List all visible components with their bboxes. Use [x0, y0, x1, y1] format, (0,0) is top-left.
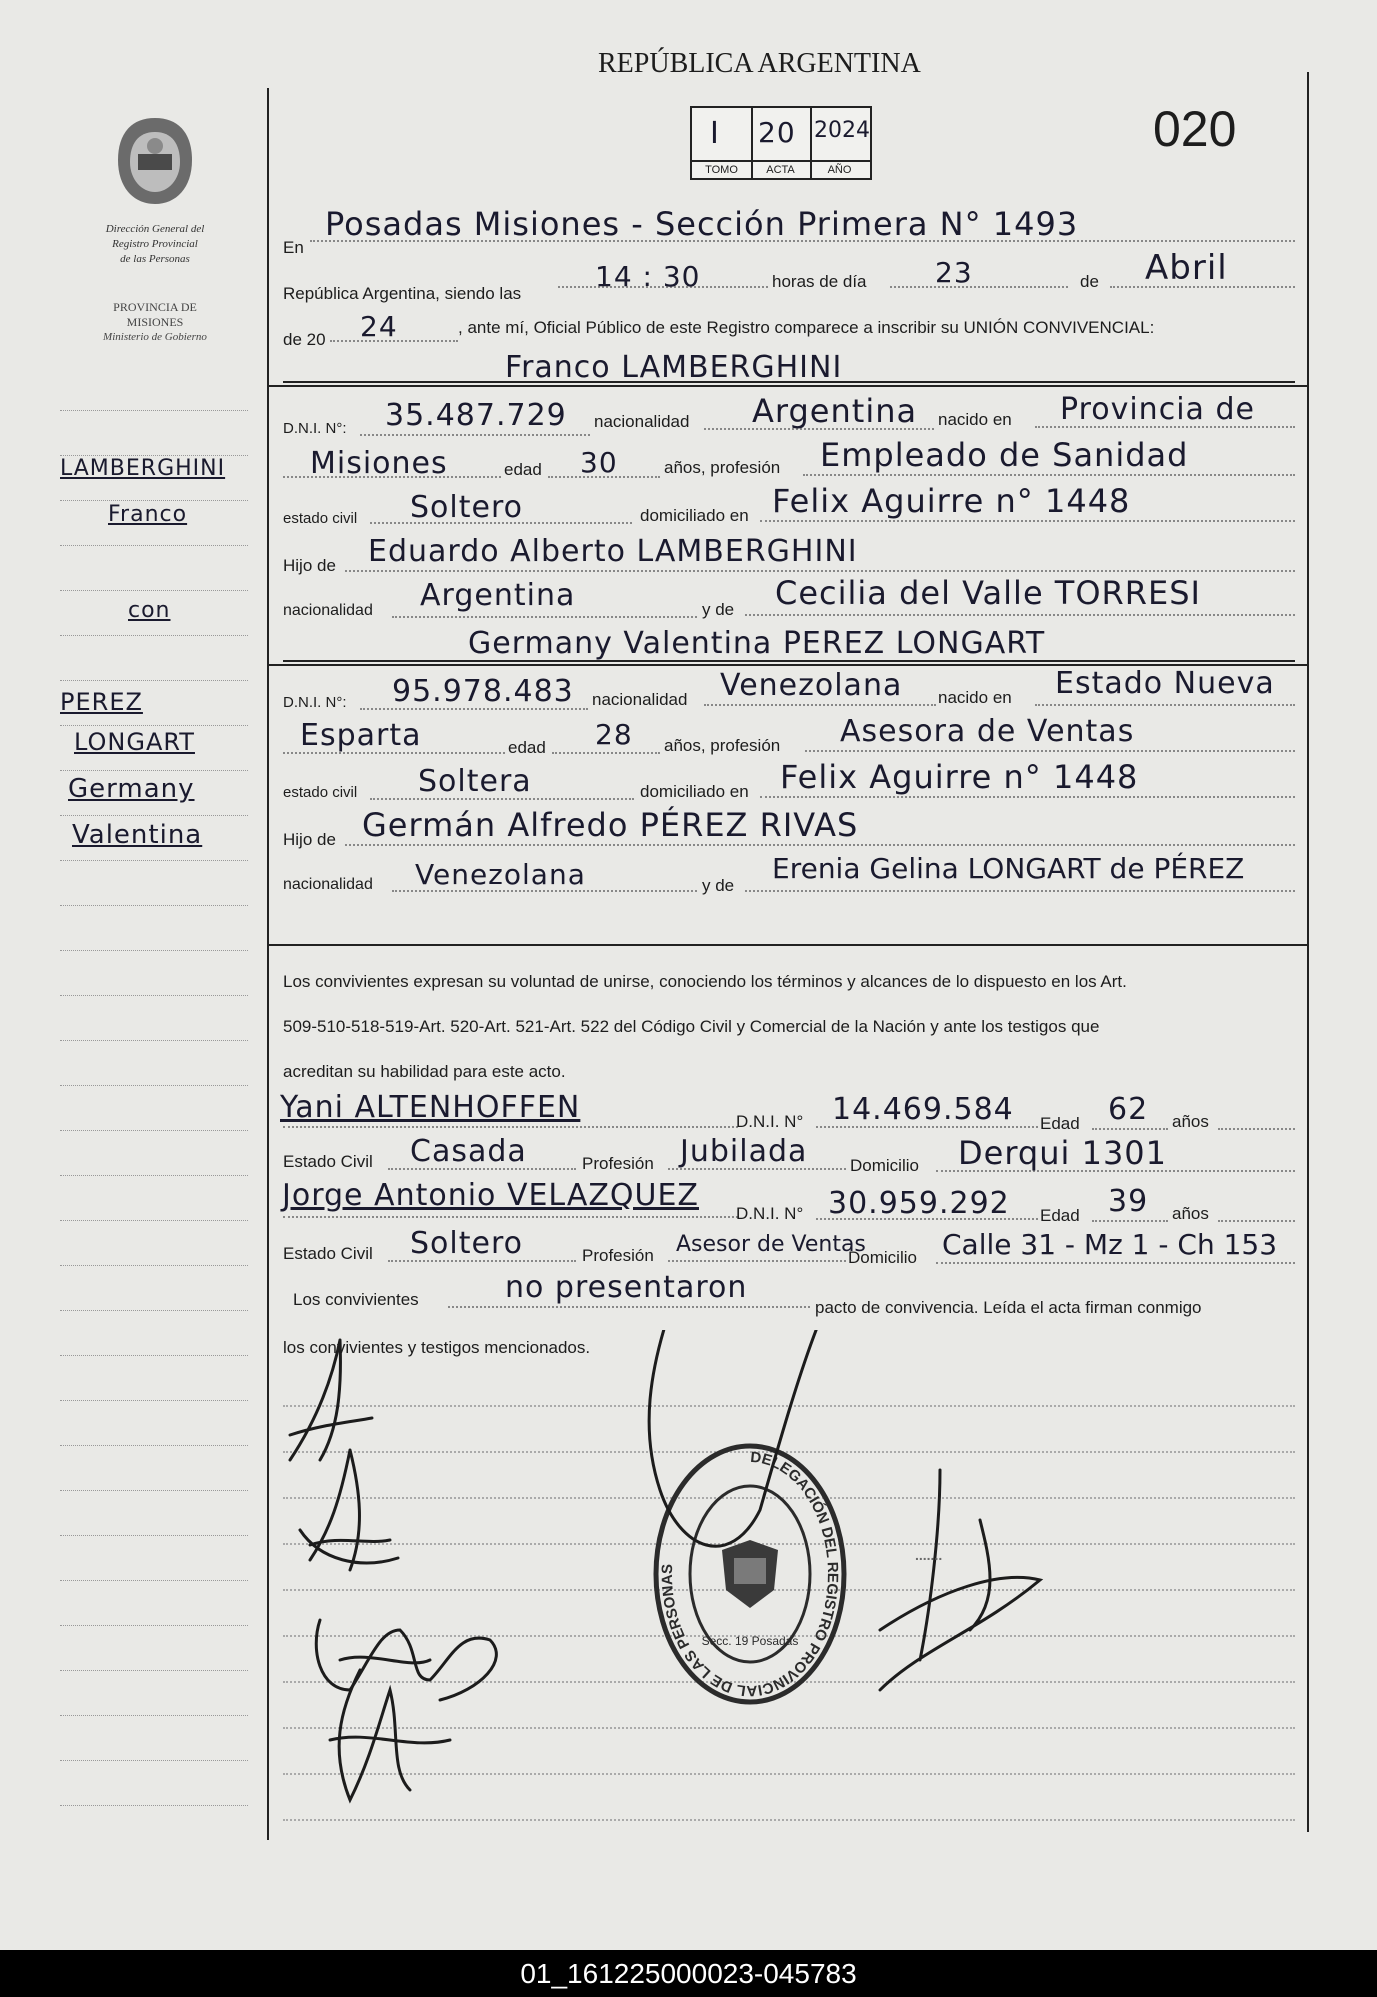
place-value: Posadas Misiones - Sección Primera N° 1493 [325, 205, 1079, 243]
w1-profesion: Jubilada [680, 1134, 808, 1169]
w2-dni-label: D.N.I. N° [736, 1204, 804, 1223]
w2-civil: Soltero [410, 1226, 523, 1261]
p2-civil-label: estado civil [283, 784, 358, 801]
time-value: 14 : 30 [595, 260, 701, 293]
closing-conv-label: Los convivientes [293, 1290, 419, 1309]
margin-dotted-line [60, 1400, 248, 1401]
tomo-label: TOMO [705, 164, 738, 176]
p2-nacionalidad: Venezolana [720, 668, 903, 703]
w1-anios-label: años [1172, 1112, 1209, 1131]
org-line2: Registro Provincial [112, 238, 198, 250]
p2-civil: Soltera [418, 764, 532, 799]
province-seal-icon [110, 110, 200, 210]
p2-dni: 95.978.483 [392, 674, 574, 709]
margin-dotted-line [60, 1040, 248, 1041]
margin-dotted-line [60, 1670, 248, 1671]
p1-dom-label: domiciliado en [640, 506, 749, 525]
p2-dni-label: D.N.I. N°: [283, 694, 347, 711]
year-suffix: 24 [360, 310, 398, 343]
right-border-line [1307, 72, 1309, 1832]
p1-nacido: Provincia de [1060, 392, 1255, 427]
p1-prof-label: años, profesión [664, 458, 781, 477]
stamp-ring-text: DELEGACIÓN DEL REGISTRO PROVINCIAL DE LAS PERSONAS [658, 1448, 842, 1700]
margin-dotted-line [60, 1715, 248, 1716]
sidebar-name-4: PEREZ [60, 688, 143, 716]
margin-dotted-line [60, 1805, 248, 1806]
sidebar-name-2: Franco [108, 502, 188, 527]
margin-dotted-line [60, 1760, 248, 1761]
w2-edad: 39 [1108, 1184, 1149, 1219]
w2-anios-label: años [1172, 1204, 1209, 1223]
siendo-label: República Argentina, siendo las [283, 284, 522, 303]
margin-dotted-line [60, 1355, 248, 1356]
p2-padre-nac-label: nacionalidad [283, 876, 373, 893]
p2-nacido-label: nacido en [938, 688, 1012, 707]
w2-name: Jorge Antonio VELAZQUEZ [282, 1178, 699, 1213]
margin-dotted-line [60, 1580, 248, 1581]
sidebar-name-3: con [128, 598, 171, 623]
signature-3 [316, 1620, 496, 1700]
p1-padre-nac-label: nacionalidad [283, 602, 373, 619]
p2-nacido: Estado Nueva [1055, 666, 1275, 701]
province-line2: MISIONES [126, 315, 184, 329]
signature-2 [300, 1450, 398, 1570]
w2-civil-label: Estado Civil [283, 1244, 373, 1263]
margin-dotted-line [60, 1535, 248, 1536]
margin-dotted-line [60, 1220, 248, 1221]
w1-civil-label: Estado Civil [283, 1152, 373, 1171]
w2-edad-label: Edad [1040, 1206, 1080, 1225]
person2-name: Germany Valentina PEREZ LONGART [468, 626, 1046, 661]
margin-dotted-line [60, 770, 248, 771]
p1-civil: Soltero [410, 490, 523, 525]
margin-dotted-line [60, 995, 248, 996]
margin-dotted-line [60, 1265, 248, 1266]
p2-prof-label: años, profesión [664, 736, 781, 755]
left-border-line [267, 88, 269, 1840]
margin-dotted-line [60, 905, 248, 906]
signatures [280, 1330, 1300, 1830]
p1-domicilio: Felix Aguirre n° 1448 [772, 482, 1131, 520]
province-line1: PROVINCIA DE [113, 300, 197, 314]
margin-dotted-line [60, 590, 248, 591]
horas-label: horas de día [772, 272, 867, 291]
anio-label: AÑO [827, 164, 852, 176]
ante-text: , ante mí, Oficial Público de este Registro comparece a inscribir su UNIÓN CONVIVENCIAL: [458, 318, 1155, 337]
p1-civil-label: estado civil [283, 510, 358, 527]
w1-edad-label: Edad [1040, 1114, 1080, 1133]
closing-pacto-text: pacto de convivencia. Leída el acta firman conmigo [815, 1298, 1202, 1317]
margin-dotted-line [60, 815, 248, 816]
margin-dotted-line [60, 1310, 248, 1311]
p1-nacido-label: nacido en [938, 410, 1012, 429]
margin-dotted-line [60, 680, 248, 681]
w2-domicilio: Calle 31 - Mz 1 - Ch 153 [942, 1228, 1278, 1261]
declaration-line2: 509-510-518-519-Art. 520-Art. 521-Art. 522 del Código Civil y Comercial de la Nación y ante los testigos que [283, 1017, 1100, 1036]
p2-profesion: Asesora de Ventas [840, 714, 1135, 749]
w1-civil: Casada [410, 1134, 527, 1169]
closing-conv-value: no presentaron [505, 1270, 748, 1305]
p2-padre: Germán Alfredo PÉREZ RIVAS [362, 806, 859, 844]
sidebar-name-7: Valentina [72, 820, 203, 850]
w1-dom-label: Domicilio [850, 1156, 919, 1175]
margin-dotted-line [60, 635, 248, 636]
p2-nacido2: Esparta [300, 718, 422, 753]
p1-nacionalidad: Argentina [752, 392, 918, 430]
org-line1: Dirección General del [105, 223, 205, 235]
p1-nac-label: nacionalidad [594, 412, 690, 431]
margin-dotted-line [60, 410, 248, 411]
w1-prof-label: Profesión [582, 1154, 654, 1173]
closing-line2: los convivientes y testigos mencionados. [283, 1338, 591, 1357]
p2-edad-label: edad [508, 738, 546, 757]
margin-dotted-line [60, 1130, 248, 1131]
w1-name: Yani ALTENHOFFEN [280, 1090, 581, 1125]
p2-domicilio: Felix Aguirre n° 1448 [780, 758, 1139, 796]
signature-6 [880, 1470, 1040, 1690]
org-line3: de las Personas [120, 253, 190, 265]
official-stamp-text: ....... [915, 1547, 943, 1563]
stamp-inner-text: Secc. 19 Posadas [701, 1634, 799, 1648]
sidebar-name-5: LONGART [74, 728, 195, 756]
p2-edad: 28 [595, 718, 633, 751]
en-label: En [283, 238, 304, 257]
p1-padre: Eduardo Alberto LAMBERGHINI [368, 534, 858, 569]
w2-dni: 30.959.292 [828, 1186, 1010, 1221]
acta-value: 20 [758, 116, 796, 149]
w1-dni: 14.469.584 [832, 1092, 1014, 1127]
w1-domicilio: Derqui 1301 [958, 1134, 1168, 1172]
ministry-line: Ministerio de Gobierno [103, 331, 207, 343]
month-value: Abril [1145, 248, 1228, 288]
margin-dotted-line [60, 500, 248, 501]
tomo-acta-anio-box [690, 106, 872, 180]
p2-padre-nac: Venezolana [415, 858, 586, 891]
margin-dotted-line [60, 1490, 248, 1491]
p2-madre: Erenia Gelina LONGART de PÉREZ [772, 852, 1245, 885]
anio-value: 2024 [814, 118, 870, 143]
w2-profesion: Asesor de Ventas [676, 1232, 866, 1257]
w2-prof-label: Profesión [582, 1246, 654, 1265]
page-number: 020 [1153, 101, 1237, 157]
p2-nac-label: nacionalidad [592, 690, 688, 709]
w1-edad: 62 [1108, 1092, 1149, 1127]
person1-name: Franco LAMBERGHINI [505, 350, 843, 385]
sidebar-name-1: LAMBERGHINI [60, 456, 226, 481]
p1-edad: 30 [580, 446, 618, 479]
p1-padre-nac: Argentina [420, 578, 576, 613]
margin-dotted-line [60, 545, 248, 546]
signature-5 [649, 1330, 820, 1546]
p1-profesion: Empleado de Sanidad [820, 436, 1189, 474]
margin-dotted-line [60, 1445, 248, 1446]
margin-dotted-line [60, 725, 248, 726]
p2-dom-label: domiciliado en [640, 782, 749, 801]
margin-dotted-line [60, 860, 248, 861]
sidebar-name-6: Germany [68, 774, 195, 804]
declaration-line3: acreditan su habilidad para este acto. [283, 1062, 566, 1081]
province-name [60, 300, 250, 345]
declaration-line1: Los convivientes expresan su voluntad de unirse, conociendo los términos y alcances de lo dispuesto en los Art. [283, 972, 1127, 991]
p1-edad-label: edad [504, 460, 542, 479]
year-prefix: de 20 [283, 330, 326, 349]
de-label: de [1080, 272, 1099, 291]
tomo-value: I [710, 116, 720, 151]
org-name [60, 222, 250, 267]
margin-dotted-line [60, 1625, 248, 1626]
day-value: 23 [935, 256, 973, 289]
p1-dni: 35.487.729 [385, 398, 567, 433]
country-title: REPÚBLICA ARGENTINA [598, 48, 921, 79]
p2-yde-label: y de [702, 876, 735, 895]
scan-footer-code: 01_161225000023-045783 [0, 1950, 1377, 1997]
margin-dotted-line [60, 950, 248, 951]
p2-hijo-label: Hijo de [283, 830, 336, 849]
p1-dni-label: D.N.I. N°: [283, 420, 347, 437]
p1-yde-label: y de [702, 600, 735, 619]
p1-nacido2: Misiones [310, 446, 448, 481]
acta-label: ACTA [766, 164, 795, 176]
margin-dotted-line [60, 1085, 248, 1086]
w2-dom-label: Domicilio [848, 1248, 917, 1267]
p1-hijo-label: Hijo de [283, 556, 336, 575]
margin-dotted-line [60, 1175, 248, 1176]
w1-dni-label: D.N.I. N° [736, 1112, 804, 1131]
signature-1 [290, 1340, 372, 1460]
p1-madre: Cecilia del Valle TORRESI [775, 574, 1201, 612]
